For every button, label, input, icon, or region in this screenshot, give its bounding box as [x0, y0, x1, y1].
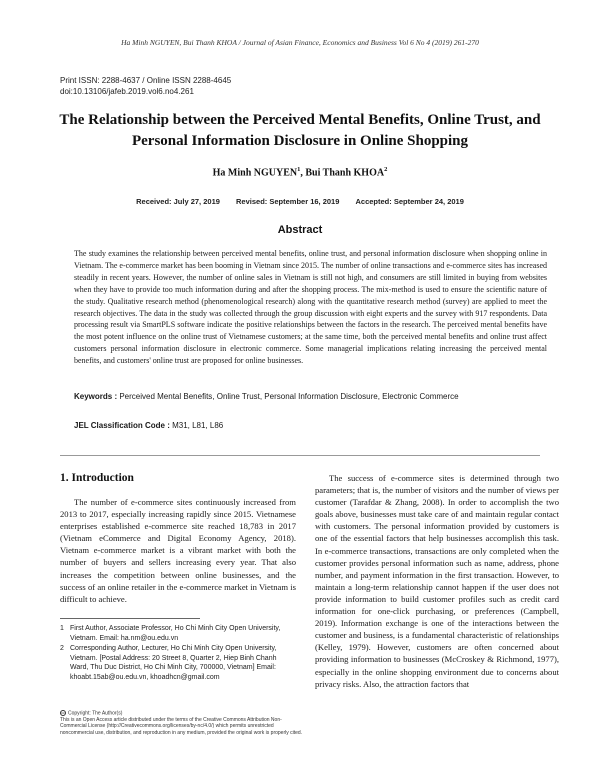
footnotes	[60, 624, 296, 684]
author-1-affiliation-mark: 1	[297, 166, 301, 173]
jel-classification	[74, 421, 547, 430]
submission-dates	[0, 197, 600, 206]
footnote-2	[60, 644, 296, 682]
copyright-line	[60, 710, 305, 717]
license-block	[60, 710, 305, 736]
license-text: This is an Open Access article distributed under the terms of the Creative Commons Attribution Non-Commercial License (http://Creativecommons.org/licenses/by-nc/4.0/) which permits unrestricted noncommercial use, distribution, and reproduction in any medium, provided the original work is properly cited.	[60, 716, 303, 736]
section-heading-introduction: 1. Introduction	[60, 472, 134, 484]
intro-paragraph-left: The number of e-commerce sites continuously increased from 2013 to 2017, especially increasing rapidly since 2015. Vietnamese enterprises established e-commerce site reached 18,783 in 2017 (Vietnam eCommerce and Digital Economy Agency, 2018). Vietnam e-commerce market is a vibrant market with both the number of buyers and sellers increasing every year. That also increases the competition between online businesses, and the success of an online retailer in the e-commerce market in Vietnam is difficult to achieve.	[60, 497, 296, 604]
doi-line[interactable]: doi:10.13106/jafeb.2019.vol6.no4.261	[60, 87, 194, 96]
section-divider	[60, 455, 540, 456]
revised-date: Revised: September 16, 2019	[236, 197, 340, 206]
keywords-label: Keywords :	[74, 392, 118, 401]
received-date: Received: July 27, 2019	[136, 197, 220, 206]
footnote-1-text: First Author, Associate Professor, Ho Chi Minh City Open University, Vietnam. Email: ha.nm@ou.edu.vn	[70, 625, 281, 642]
issn-block	[60, 75, 231, 97]
issn-line: Print ISSN: 2288-4637 / Online ISSN 2288-4645	[60, 76, 232, 85]
accepted-date: Accepted: September 24, 2019	[355, 197, 464, 206]
jel-value: M31, L81, L86	[169, 421, 224, 430]
author-2-affiliation-mark: 2	[384, 166, 388, 173]
footnote-1-number: 1	[60, 625, 64, 632]
abstract-body: The study examines the relationship between perceived mental benefits, online trust, and personal information disclosure when shopping online in Vietnam. The e-commerce market has been booming in Vietnam since 2015. The number of online transactions and e-commerce sites has increased steadily in recent years. However, the number of online sales in Vietnam is still not high, and consumers are still limited in buying from websites when they have to provide too much information during and after the shopping process. The mix-method is used to ensure the scientific nature of the study. Qualitative research method (phenomenological research) along with the quantitative research method (survey) are applied to meet the research objectives. The data in the study was collected through the group discussion with eight experts and the survey with 917 respondents. Data processing result via SmartPLS software indicate the positive relationships between the factors in the research. The perceived mental benefits have the most potent influence on the online trust of Vietnamese customers; at the same time, both the perceived mental benefits and online trust affect customers personal information disclosure in electronic commerce. Some managerial implications relating increasing the perceived mental benefits, and customers' online trust are proposed for online businesses.	[74, 249, 547, 366]
title-line-2: Personal Information Disclosure in Online Shopping	[131, 133, 469, 149]
jel-label: JEL Classification Code :	[74, 421, 170, 430]
footnote-2-number: 2	[60, 645, 64, 653]
author-1: Ha Minh NGUYEN	[212, 167, 298, 179]
running-header: Ha Minh NGUYEN, Bui Thanh KHOA / Journal of Asian Finance, Economics and Business Vol 6 No 4 (2019) 261-270	[121, 38, 479, 47]
title-line-1: The Relationship between the Perceived Mental Benefits, Online Trust, and	[59, 112, 541, 128]
keywords-value: Perceived Mental Benefits, Online Trust, Personal Information Disclosure, Electronic Commerce	[117, 392, 459, 401]
author-2: Bui Thanh KHOA	[305, 167, 385, 179]
footnote-divider	[60, 618, 200, 619]
author-list	[0, 166, 600, 178]
abstract-heading: Abstract	[277, 224, 323, 236]
keywords	[74, 392, 547, 401]
footnote-2-text: Corresponding Author, Lecturer, Ho Chi Minh City Open University, Vietnam. [Postal Address: 20 Street 8, Quarter 2, Hiep Binh Chanh Ward, Thu Duc District, Ho Chi Minh City, 700000, Vietnam] Email: khoabt.15ab@ou.edu.vn, khoadhcn@gmail.com	[70, 645, 277, 681]
creative-commons-icon: cc	[61, 711, 65, 715]
copyright-text: Copyright: The Author(s)	[68, 710, 123, 717]
paper-title	[40, 110, 560, 152]
author-separator: ,	[300, 167, 306, 179]
footnote-1	[60, 624, 296, 643]
intro-paragraph-right: The success of e-commerce sites is determined through two parameters; that is, the number of visitors and the number of views per customer (Tarafdar & Zhang, 2008). In order to accomplish the two goals above, businesses must take care of and maintain regular contact with customers. The personal information provided by customers is one of the essential factors that help businesses accomplish this task. In e-commerce transactions, transactions are only completed when the customer provides personal information such as name, address, phone number, and payment information in the first transaction. However, to maintain a long-term relationship cannot happen if the user does not provide information to build customer profiles such as credit card information for one-click purchasing, or preferences (Campbell, 2019). Information exchange is one of the interactions between the customer and business, is a fundamental characteristic of relationships (Kelley, 1979). However, customers are often concerned about providing information to businesses (McCroskey & Richmond, 1977), especially in the online shopping environment due to concerns about privacy risks. Also, the attraction factors that	[315, 473, 559, 689]
